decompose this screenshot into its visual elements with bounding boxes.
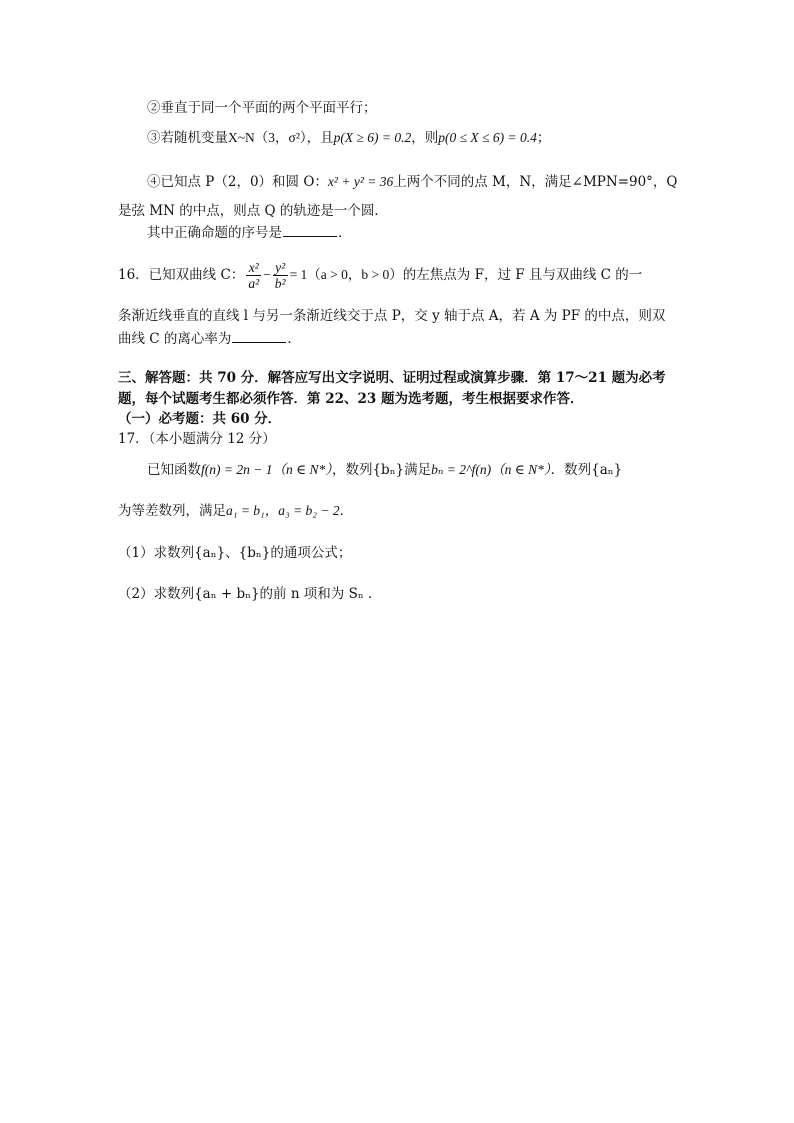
statement-4 (147, 172, 694, 192)
statement-3-text-a: ③若随机变量 (147, 130, 228, 146)
answer-prompt-period: ． (338, 225, 352, 241)
q16-line3-text: 曲线 C 的离心率为 (118, 331, 232, 347)
answer-prompt-text: 其中正确命题的序号是 (147, 225, 282, 241)
q16-frac1-num: x² (246, 260, 261, 276)
statement-3 (147, 128, 694, 148)
q17-header-text: 17．（本小题满分 12 分） (118, 431, 276, 447)
answer-blank[interactable] (283, 222, 337, 237)
q16-fraction-x (246, 260, 261, 291)
q16-frac1-den: a² (248, 276, 260, 291)
statement-3-text-d: ，则 (411, 130, 439, 146)
question-16-line3 (118, 328, 694, 349)
q16-fraction-y (273, 260, 288, 291)
q17-function-def: f(n) = 2n − 1（n ∈ N*） (201, 462, 332, 477)
q17-part2-text: （2）求数列{aₙ + bₙ}的前 n 项和为 Sₙ ． (118, 586, 382, 602)
q17-sequence-b-def: bₙ = 2^f(n)（n ∈ N*） (431, 462, 551, 477)
question-16-line2 (118, 306, 694, 326)
q16-suffix: 的左焦点为 F，过 F 且与双曲线 C 的一 (402, 267, 643, 283)
q17-line1-c: ，数列{bₙ}满足 (331, 462, 432, 478)
answer-prompt (147, 222, 694, 243)
section-3-subheading (118, 409, 694, 429)
q16-frac2-den: b² (274, 276, 286, 291)
question-16-line1 (118, 258, 694, 292)
q16-line2-text: 条渐近线垂直的直线 l 与另一条渐近线交于点 P，交 y 轴于点 A，若 A 为 PF 的中点，则双 (118, 308, 666, 324)
statement-2 (147, 98, 694, 118)
q16-answer-blank[interactable] (232, 328, 286, 343)
statement-2-text: ②垂直于同一个平面的两个平面平行； (147, 100, 377, 116)
q16-frac2-num: y² (273, 260, 288, 276)
statement-4-text-c: 上两个不同的点 M，N，满足∠MPN=90°，Q (393, 174, 678, 190)
statement-3-math-prob2: p(0 ≤ X ≤ 6) = 0.4 (438, 130, 537, 145)
statement-4-text-a: ④已知点 P（2，0）和圆 O： (147, 174, 328, 190)
section-3-line1: 三、解答题：共 70 分．解答应写出文字说明、证明过程或演算步骤．第 17～21 题为必考 (118, 370, 666, 386)
q17-part1-text: （1）求数列{aₙ}、{bₙ}的通项公式； (118, 545, 352, 561)
q17-conditions: a₁ = b₁，a₃ = b₂ − 2 (226, 503, 340, 518)
section-3-line3: （一）必考题：共 60 分． (118, 411, 282, 427)
section-3-heading (118, 368, 694, 388)
q17-line1-e: ．数列{aₙ} (550, 462, 623, 478)
statement-3-text-f: ； (536, 130, 551, 146)
statement-3-math-prob1: p(X ≥ 6) = 0.2 (333, 130, 412, 145)
statement-4-line2 (118, 201, 694, 221)
q16-period: ． (287, 331, 301, 347)
q16-prefix: 16．已知双曲线 C： (118, 267, 245, 283)
q16-equation: = 1（a > 0，b > 0） (289, 267, 403, 282)
section-3-line2-row (118, 389, 694, 409)
question-17-header (118, 429, 694, 449)
question-17-part2 (118, 584, 694, 604)
question-17-line2 (118, 501, 694, 521)
question-17-line1 (147, 460, 694, 480)
statement-3-math-dist: X~N（3，σ²），且 (228, 130, 334, 145)
q16-minus: − (263, 267, 271, 282)
q17-line2-c: ． (339, 503, 354, 519)
q17-line1-a: 已知函数 (147, 462, 201, 478)
section-3-line2: 题，每个试题考生都必须作答．第 22、23 题为选考题，考生根据要求作答． (118, 391, 584, 407)
statement-4-line2-text: 是弦 MN 的中点，则点 Q 的轨迹是一个圆． (118, 203, 388, 219)
question-17-part1 (118, 543, 694, 563)
statement-4-math-circle: x² + y² = 36 (327, 174, 394, 189)
q17-line2-a: 为等差数列，满足 (118, 503, 226, 519)
